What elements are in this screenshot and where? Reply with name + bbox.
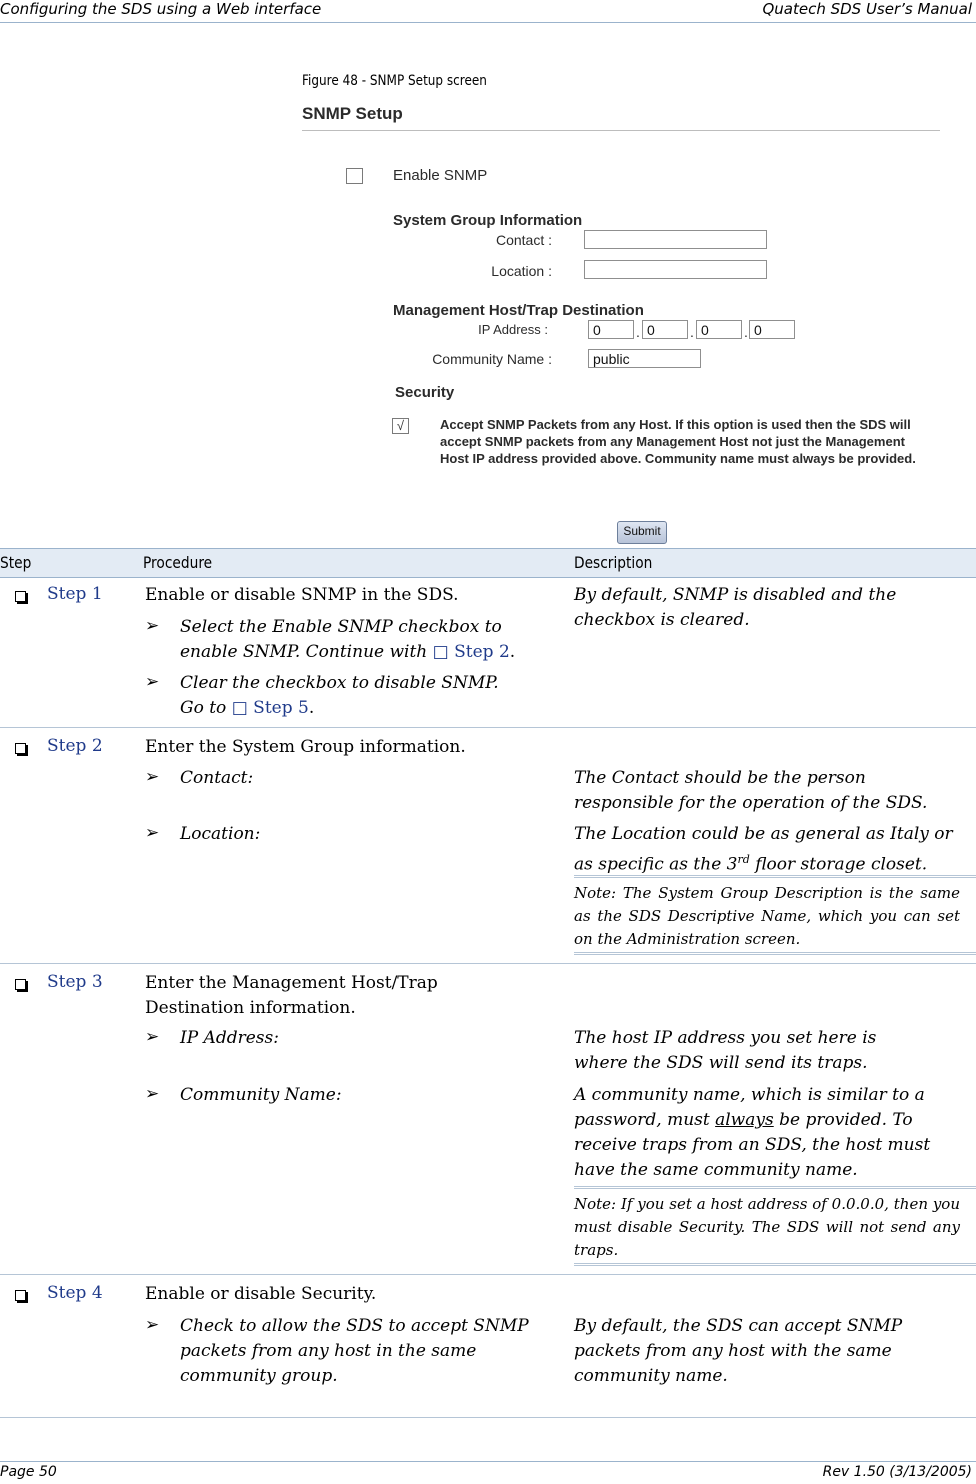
arrow-bullet-icon: ➢ (145, 616, 160, 636)
community-name-input[interactable]: public (588, 349, 701, 368)
arrow-bullet-icon: ➢ (145, 767, 160, 787)
step-2-location-description (574, 822, 970, 878)
header-rule (0, 22, 976, 23)
arrow-bullet-icon: ➢ (145, 1315, 160, 1335)
table-bottom-rule (0, 1417, 976, 1418)
arrow-bullet-icon: ➢ (145, 672, 160, 692)
header-left: Configuring the SDS using a Web interface (0, 0, 322, 18)
header-step: Step (0, 553, 32, 572)
arrow-bullet-icon: ➢ (145, 823, 160, 843)
step-2-note: Note: The System Group Description is the same as the SDS Descriptive Name, which you can set on the Administration screen. (574, 884, 960, 948)
note-bottom-rule (574, 1263, 976, 1266)
management-host-heading: Management Host/Trap Destination (393, 302, 644, 319)
header-description: Description (574, 553, 653, 572)
step-3-label: Step 3 (47, 972, 103, 992)
step-1-checkbox-icon (15, 591, 26, 602)
step-2-checkbox-icon (15, 743, 26, 754)
arrow-bullet-icon: ➢ (145, 1027, 160, 1047)
step-2-location-desc-b: floor storage closet. (749, 854, 928, 875)
step-3-community-name: Community Name: (180, 1085, 342, 1105)
note-bottom-rule (574, 952, 976, 955)
step-3-intro: Enter the Management Host/Trap Destination information. (145, 973, 438, 1018)
step-2-label: Step 2 (47, 736, 103, 756)
ip-address-label: IP Address : (478, 322, 548, 337)
step-2-contact-description: The Contact should be the person responsible for the operation of the SDS. (574, 768, 928, 813)
ip-octet-3-input[interactable]: 0 (696, 320, 742, 339)
step-2-contact: Contact: (180, 768, 254, 788)
step-3-note: Note: If you set a host address of 0.0.0.0, then you must disable Security. The SDS will not send any traps. (574, 1195, 960, 1259)
step-1-bullet-2-goto: Go to (180, 698, 227, 718)
location-label: Location : (491, 263, 552, 279)
footer-right: Rev 1.50 (3/13/2005) (822, 1464, 972, 1480)
step-1-bullet-2-text: Clear the checkbox to disable SNMP. (180, 673, 499, 693)
security-checkbox[interactable]: √ (392, 418, 409, 434)
figure-caption: Figure 48 - SNMP Setup screen (302, 73, 487, 89)
enable-snmp-checkbox[interactable] (346, 168, 363, 184)
note-top-rule (574, 1186, 976, 1189)
location-input[interactable] (584, 260, 767, 279)
ip-dot-3: . (744, 324, 748, 340)
row-divider (0, 727, 976, 728)
step-4-label: Step 4 (47, 1283, 103, 1303)
step-1-bullet-1-text: Select the Enable SNMP checkbox to enable SNMP. Continue with (180, 617, 502, 662)
header-procedure: Procedure (143, 553, 213, 572)
step-3-ip-description: The host IP address you set here is where the SDS will send its traps. (574, 1028, 877, 1073)
row-divider (0, 963, 976, 964)
note-top-rule (574, 875, 976, 878)
step-4-intro: Enable or disable Security. (145, 1284, 377, 1304)
ip-octet-4-input[interactable]: 0 (749, 320, 795, 339)
ip-octet-1-input[interactable]: 0 (588, 320, 634, 339)
ip-dot-2: . (690, 324, 694, 340)
step-3-community-desc-b: be provided. To receive traps from an SDS, the host must have the same community name. (574, 1110, 931, 1180)
table-header (0, 548, 976, 578)
step-1-bullet-2: Clear the checkbox to disable SNMP. Go to □ Step 5. (180, 673, 499, 718)
step-3-community-desc-always: always (715, 1110, 774, 1130)
security-description: Accept SNMP Packets from any Host. If this option is used then the SDS will accept SNMP packets from any Management Host not just the Management Host IP address provided above. Community name must always be provided. (440, 417, 916, 466)
row-divider (0, 1274, 976, 1275)
title-divider (302, 130, 940, 131)
step-1-description: By default, SNMP is disabled and the checkbox is cleared. (574, 585, 897, 630)
step-2-location: Location: (180, 824, 261, 844)
step-4-checkbox-icon (15, 1290, 26, 1301)
contact-label: Contact : (495, 232, 552, 248)
enable-snmp-label: Enable SNMP (393, 167, 488, 184)
step-1-bullet-1: Select the Enable SNMP checkbox to enable SNMP. Continue with □ Step 2. (180, 617, 516, 662)
step-2-location-desc-sup: rd (737, 853, 750, 866)
step-3-ip-address: IP Address: (180, 1028, 279, 1048)
step-2-location-desc-a: The Location could be as general as Italy or as specific as the 3 (574, 824, 953, 875)
snmp-setup-title: SNMP Setup (302, 104, 403, 123)
arrow-bullet-icon: ➢ (145, 1084, 160, 1104)
step-3-community-desc-a: A community name, which is similar to a password, must (574, 1085, 925, 1130)
step-5-link[interactable]: □ Step 5 (231, 698, 309, 718)
community-name-label: Community Name : (432, 351, 552, 367)
footer-rule (0, 1461, 976, 1462)
step-2-intro: Enter the System Group information. (145, 737, 466, 757)
footer-left: Page 50 (0, 1464, 57, 1480)
ip-dot-1: . (636, 324, 640, 340)
step-4-description: By default, the SDS can accept SNMP packets from any host with the same community name. (574, 1316, 903, 1386)
submit-button[interactable]: Submit (617, 521, 667, 544)
system-group-heading: System Group Information (393, 212, 583, 229)
step-1-intro: Enable or disable SNMP in the SDS. (145, 585, 459, 605)
contact-input[interactable] (584, 230, 767, 249)
header-right: Quatech SDS User’s Manual (762, 0, 972, 18)
security-heading: Security (395, 384, 455, 401)
ip-octet-2-input[interactable]: 0 (642, 320, 688, 339)
step-3-community-description (574, 1083, 970, 1183)
step-2-link[interactable]: □ Step 2 (432, 642, 510, 662)
step-4-bullet: Check to allow the SDS to accept SNMP packets from any host in the same community group. (180, 1316, 529, 1386)
step-1-label: Step 1 (47, 584, 103, 604)
step-3-checkbox-icon (15, 979, 26, 990)
